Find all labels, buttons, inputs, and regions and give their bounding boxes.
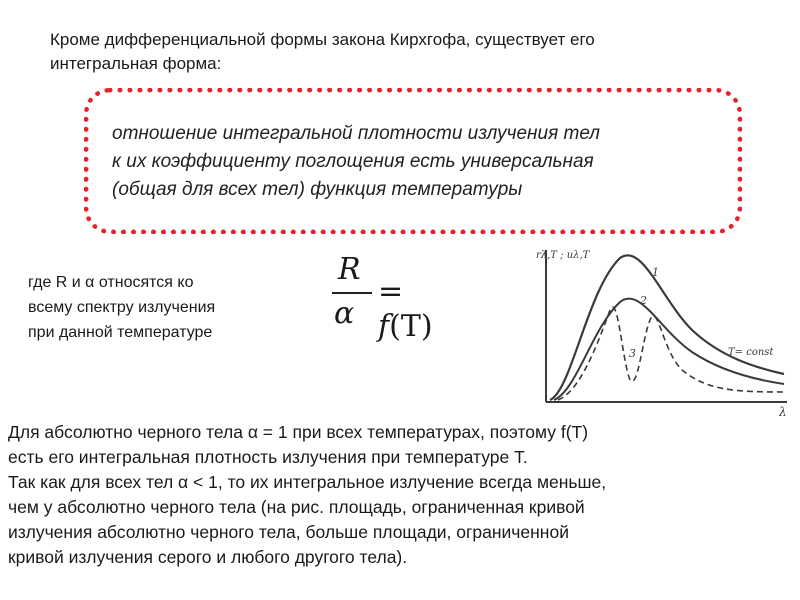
- definition-line: где R и α относятся ко: [28, 274, 194, 291]
- definition-line: при данной температуре: [28, 324, 213, 341]
- curve-1: [550, 255, 784, 400]
- formula-denominator: α: [334, 296, 355, 331]
- fraction-bar: [332, 292, 372, 294]
- highlight-text: [112, 120, 732, 204]
- function-symbol: f: [378, 309, 390, 344]
- highlight-line: (общая для всех тел) функция температуры: [112, 179, 523, 200]
- conclusion-line: излучения абсолютно черного тела, больше площади, ограниченной: [8, 522, 569, 542]
- curve-label-3: 3: [629, 347, 636, 360]
- conclusion-line: Для абсолютно черного тела α = 1 при всех температурах, поэтому f(T): [8, 422, 589, 442]
- conclusion-line: есть его интегральная плотность излучения при температуре T.: [8, 447, 528, 467]
- x-axis-label: λ: [779, 405, 787, 419]
- definition-line: всему спектру излучения: [28, 299, 216, 316]
- intro-line: интегральная форма:: [50, 54, 222, 73]
- intro-text: [50, 28, 750, 76]
- curve-label-2: 2: [640, 294, 647, 307]
- conclusion-line: Так как для всех тел α < 1, то их интегральное излучение всегда меньше,: [8, 472, 607, 492]
- conclusion-line: чем у абсолютно черного тела (на рис. площадь, ограниченная кривой: [8, 497, 585, 517]
- curve-label-1: 1: [652, 266, 659, 279]
- emission-spectrum-graph: [532, 240, 794, 422]
- y-axis-label: rλ,T ; uλ,T: [536, 250, 590, 261]
- conclusion-line: кривой излучения серого и любого другого тела).: [8, 547, 408, 567]
- equals-sign: =: [378, 274, 404, 309]
- kirchhoff-formula: [326, 252, 466, 344]
- temperature-note: T= const: [728, 347, 774, 358]
- intro-line: Кроме дифференциальной формы закона Кирхгофа, существует его: [50, 30, 595, 49]
- highlight-line: отношение интегральной плотности излучения тел: [112, 123, 600, 144]
- formula-rhs: [378, 274, 466, 344]
- formula-numerator: R: [338, 252, 361, 287]
- function-argument: (T): [389, 309, 433, 344]
- definition-note: [28, 270, 278, 345]
- highlight-line: к их коэффициенту поглощения есть универсальная: [112, 151, 594, 172]
- conclusion-text: [8, 420, 788, 570]
